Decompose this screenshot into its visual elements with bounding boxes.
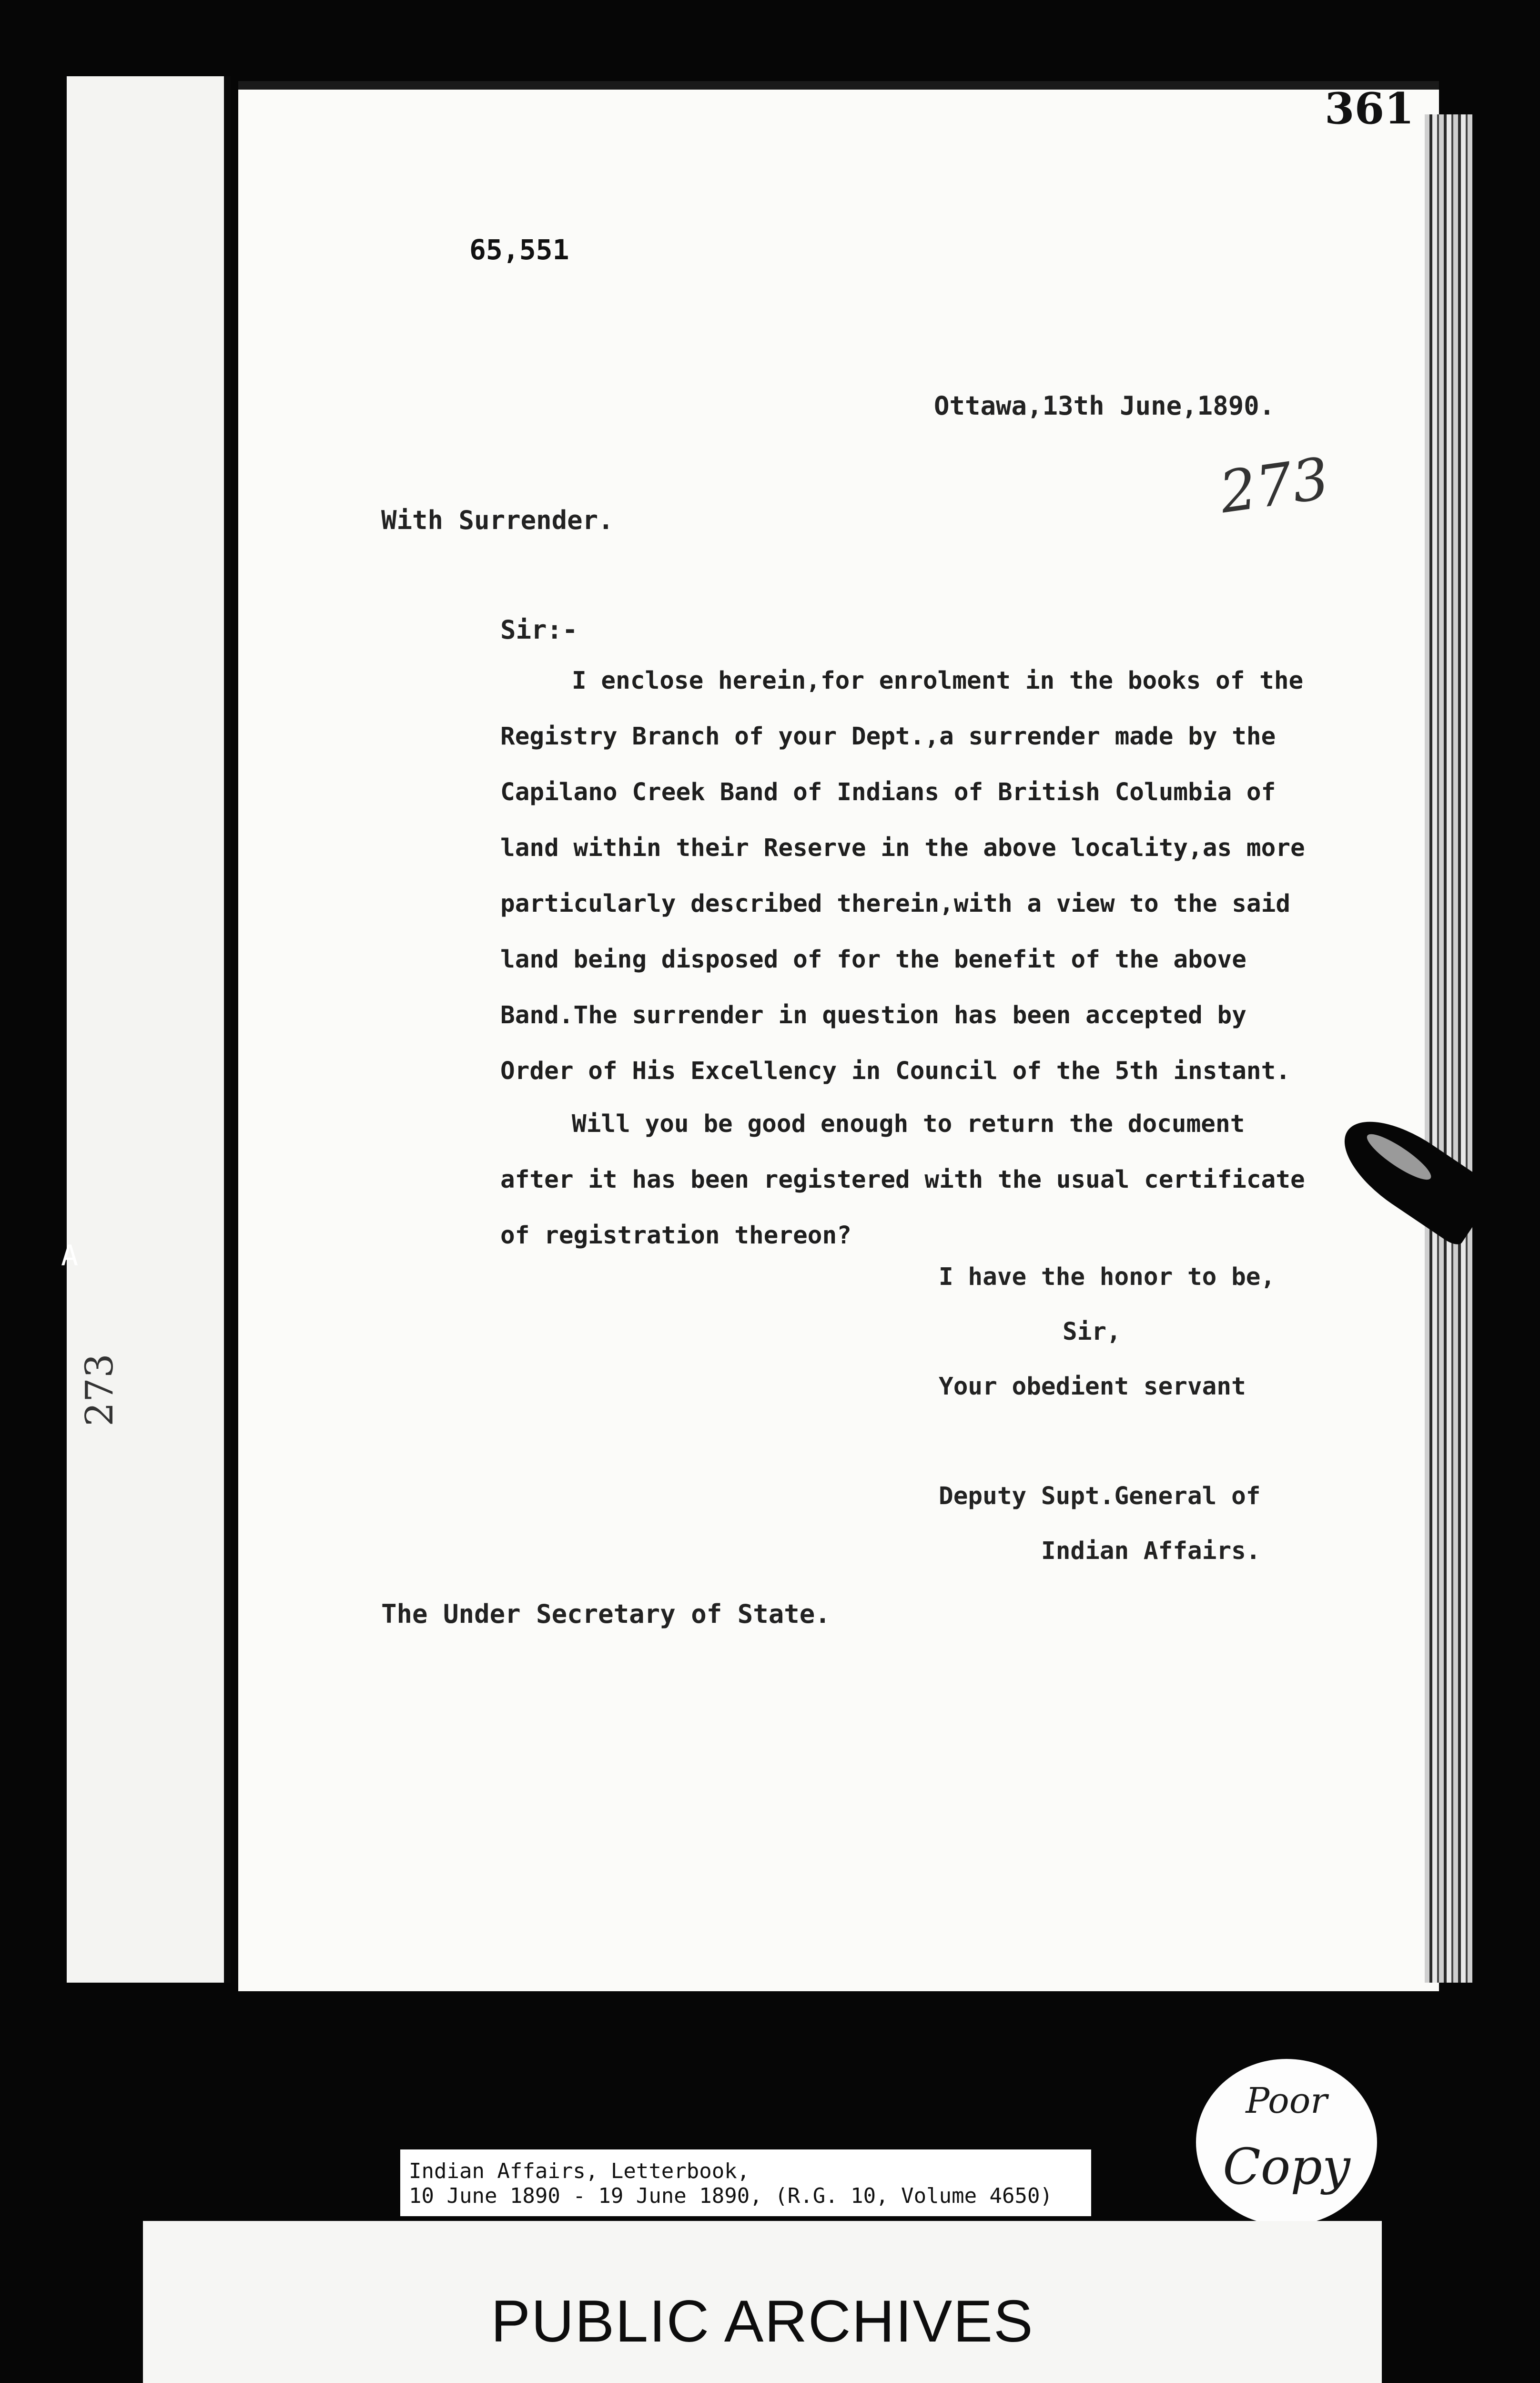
signature-line-2: Indian Affairs. [1041,1537,1261,1565]
page-stack-edges [1425,114,1472,1983]
addressee: The Under Secretary of State. [381,1599,831,1629]
source-label [400,2149,1091,2216]
stamp-line-2: Copy [1223,2138,1350,2196]
poor-copy-stamp [1196,2059,1377,2226]
adjacent-page-edge [67,76,231,1983]
source-label-line-2: 10 June 1890 - 19 June 1890, (R.G. 10, Volume 4650) [409,2184,1053,2208]
body-paragraph-2: Will you be good enough to return the document after it has been registered with the usual certificate of registration thereon? [500,1110,1305,1250]
banner-line-1: PUBLIC ARCHIVES [491,2289,1034,2354]
closing-line-1: I have the honor to be, [939,1263,1276,1291]
source-label-line-1: Indian Affairs, Letterbook, [409,2159,750,2183]
subject-line: With Surrender. [381,505,614,535]
place-date: Ottawa,13th June,1890. [934,391,1275,421]
archives-banner [143,2221,1382,2383]
margin-pencil-note: 273 [77,1354,122,1426]
pencil-annotation: 273 [1216,445,1333,527]
signature-line-1: Deputy Supt.General of [939,1482,1261,1510]
salutation: Sir:- [500,615,578,645]
body-paragraph-1: I enclose herein,for enrolment in the books of the Registry Branch of your Dept.,a surrender made by the Capilano Creek Band of Indians of British Columbia of land within their Reserve in the above locality,as more particularly described therein,with a view to the said land being disposed of for the benefit of the above Band.The surrender in question has been accepted by Order of His Excellency in Council of the 5th instant. [500,667,1305,1085]
reference-number: 65,551 [469,234,569,266]
closing-line-2: Sir, [1063,1318,1121,1346]
margin-mark: A [61,1239,79,1273]
stamp-line-1: Poor [1246,2080,1327,2121]
page-number: 361 [1325,83,1414,134]
closing-line-3: Your obedient servant [939,1373,1246,1401]
